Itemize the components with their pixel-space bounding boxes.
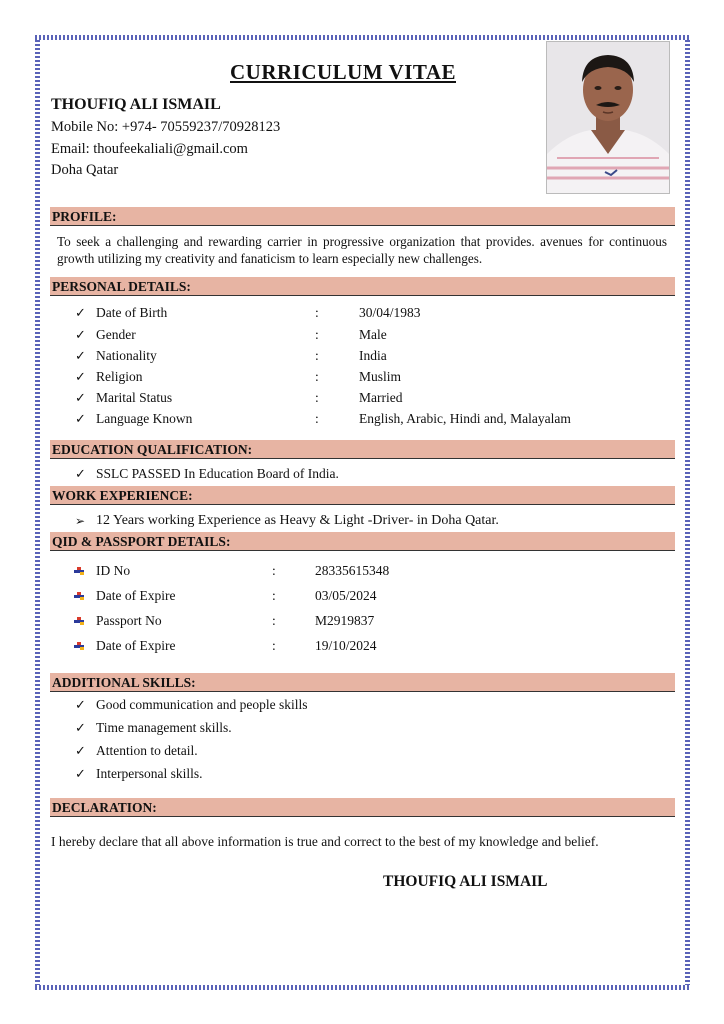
detail-value: Male [359, 327, 387, 342]
signature-name: THOUFIQ ALI ISMAIL [383, 873, 548, 890]
check-icon: ✓ [75, 720, 86, 735]
detail-colon: : [315, 369, 319, 384]
detail-colon: : [315, 327, 319, 342]
section-header-profile: PROFILE: [50, 207, 675, 226]
colored-bullet-icon [74, 592, 84, 600]
qid-label: Date of Expire [96, 588, 176, 603]
skill-text: Interpersonal skills. [96, 766, 203, 781]
location: Doha Qatar [51, 162, 119, 178]
work-text: 12 Years working Experience as Heavy & Light -Driver- in Doha Qatar. [96, 513, 499, 528]
qid-colon: : [272, 638, 276, 653]
check-icon: ✓ [75, 390, 86, 405]
qid-detail-row [0, 587, 724, 605]
mobile-number: Mobile No: +974- 70559237/70928123 [51, 119, 281, 135]
profile-photo [546, 41, 670, 194]
qid-colon: : [272, 563, 276, 578]
detail-value: 30/04/1983 [359, 305, 421, 320]
qid-value: 03/05/2024 [315, 588, 377, 603]
colored-bullet-icon [74, 617, 84, 625]
section-header-work-experience: WORK EXPERIENCE: [50, 486, 675, 505]
detail-label: Language Known [96, 411, 193, 426]
section-header-additional-skills: ADDITIONAL SKILLS: [50, 673, 675, 692]
declaration-text: I hereby declare that all above information is true and correct to the best of my knowledge and belief. [51, 834, 599, 849]
skill-text: Time management skills. [96, 720, 232, 735]
qid-detail-row [0, 637, 724, 655]
detail-label: Marital Status [96, 390, 173, 405]
qid-detail-row [0, 562, 724, 580]
qid-value: M2919837 [315, 613, 375, 628]
qid-colon: : [272, 588, 276, 603]
candidate-name: THOUFIQ ALI ISMAIL [51, 96, 221, 113]
personal-detail-row [0, 410, 724, 428]
qid-label: Passport No [96, 613, 162, 628]
section-header-qid-passport: QID & PASSPORT DETAILS: [50, 532, 675, 551]
qid-value: 28335615348 [315, 563, 390, 578]
personal-detail-row [0, 304, 724, 322]
section-header-education: EDUCATION QUALIFICATION: [50, 440, 675, 459]
detail-colon: : [315, 390, 319, 405]
detail-colon: : [315, 348, 319, 363]
profile-text: To seek a challenging and rewarding carrier in progressive organization that provides. avenues for continuous growth utilizing my creativity and fanaticism to learn especially new challenges. [57, 234, 667, 266]
check-icon: ✓ [75, 327, 86, 342]
skill-item [0, 765, 724, 783]
education-item [0, 465, 724, 483]
check-icon: ✓ [75, 348, 86, 363]
skill-item [0, 696, 724, 714]
qid-label: Date of Expire [96, 638, 176, 653]
check-icon: ✓ [75, 743, 86, 758]
skill-text: Good communication and people skills [96, 697, 308, 712]
detail-label: Religion [96, 369, 143, 384]
check-icon: ✓ [75, 305, 86, 320]
personal-detail-row [0, 326, 724, 344]
detail-label: Date of Birth [96, 305, 168, 320]
document-title: CURRICULUM VITAE [230, 60, 456, 84]
arrow-bullet-icon: ➢ [75, 514, 86, 528]
detail-value: Married [359, 390, 403, 405]
section-header-declaration: DECLARATION: [50, 798, 675, 817]
email-address: Email: thoufeekaliali@gmail.com [51, 141, 248, 157]
personal-detail-row [0, 389, 724, 407]
check-icon: ✓ [75, 411, 86, 426]
work-item [0, 512, 724, 530]
colored-bullet-icon [74, 642, 84, 650]
qid-value: 19/10/2024 [315, 638, 377, 653]
detail-value: English, Arabic, Hindi and, Malayalam [359, 411, 571, 426]
section-header-personal-details: PERSONAL DETAILS: [50, 277, 675, 296]
check-icon: ✓ [75, 369, 86, 384]
detail-value: Muslim [359, 369, 402, 384]
detail-colon: : [315, 411, 319, 426]
skill-text: Attention to detail. [96, 743, 198, 758]
detail-colon: : [315, 305, 319, 320]
qid-colon: : [272, 613, 276, 628]
check-icon: ✓ [75, 766, 86, 781]
check-icon: ✓ [75, 466, 86, 481]
detail-label: Gender [96, 327, 136, 342]
skill-item [0, 742, 724, 760]
colored-bullet-icon [74, 567, 84, 575]
qid-detail-row [0, 612, 724, 630]
qid-label: ID No [96, 563, 131, 578]
check-icon: ✓ [75, 697, 86, 712]
education-text: SSLC PASSED In Education Board of India. [96, 466, 339, 481]
personal-detail-row [0, 347, 724, 365]
detail-label: Nationality [96, 348, 157, 363]
personal-detail-row [0, 368, 724, 386]
skill-item [0, 719, 724, 737]
detail-value: India [359, 348, 387, 363]
